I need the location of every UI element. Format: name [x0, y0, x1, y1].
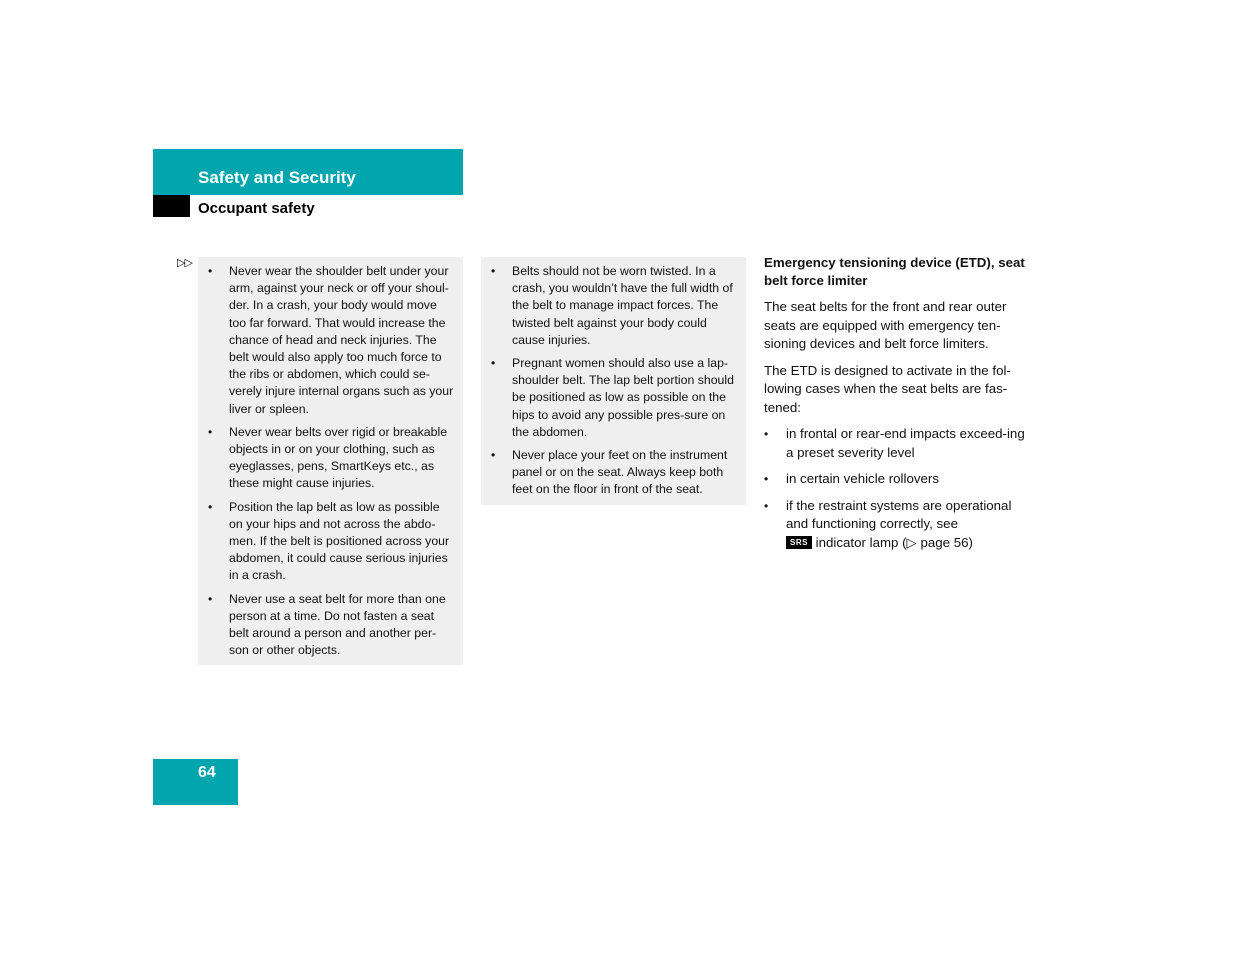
page-number: 64: [198, 764, 216, 781]
page-number-box: [153, 759, 238, 805]
warning-panel-left: [198, 257, 463, 665]
etd-activation-paragraph: The ETD is designed to activate in the fol-lowing cases when the seat belts are fas-tened:: [764, 362, 1011, 415]
srs-indicator-icon: SRS: [786, 536, 812, 549]
bullet-icon: •: [208, 264, 213, 278]
bullet-icon: •: [491, 264, 496, 278]
bullet-icon: •: [491, 356, 496, 371]
list-item: • in certain vehicle rollovers: [764, 470, 1032, 489]
bullet-icon: •: [764, 498, 769, 513]
page-reference-link[interactable]: indicator lamp (▷ page 56): [815, 534, 973, 550]
list-item: • Belts should not be worn twisted. In a crash, you wouldn’t have the full width of the belt to manage impact forces. The twisted belt against your body could cause injuries.: [491, 264, 733, 347]
bullet-icon: •: [491, 448, 496, 463]
subsection-title: Occupant safety: [198, 200, 315, 217]
list-item: • Pregnant women should also use a lap-shoulder belt. The lap belt portion should be positioned as low as possible on the hips to avoid any possible pres-sure on the abdomen.: [491, 356, 734, 439]
list-item: • if the restraint systems are operational and functioning correctly, see SRS indicator lamp (▷ page 56): [764, 497, 1012, 550]
bullet-icon: •: [208, 591, 213, 606]
etd-heading: Emergency tensioning device (ETD), seat belt force limiter: [764, 255, 1025, 288]
bullet-icon: •: [208, 424, 213, 439]
list-item: • Never use a seat belt for more than one person at a time. Do not fasten a seat belt around a person and another per-son or other objects.: [208, 591, 446, 658]
subsection-marker: [153, 195, 190, 217]
continued-marker-icon: ▷▷: [177, 257, 192, 269]
list-item: • Never wear the shoulder belt under your arm, against your neck or off your shoul-der. In a crash, your body would move too far forward. That would increase the chance of head and neck injuries. The belt would also apply too much force to the ribs or abdomen, which could se-verely injure internal organs such as your liver or spleen.: [208, 264, 454, 416]
list-item: • Position the lap belt as low as possible on your hips and not across the abdo-men. If the belt is positioned across your abdomen, it could cause serious injuries in a crash.: [208, 499, 450, 583]
bullet-icon: •: [208, 499, 213, 514]
list-item: • Never wear belts over rigid or breakable objects in or on your clothing, such as eyeglasses, pens, SmartKeys etc., as these might cause injuries.: [208, 424, 448, 491]
bullet-icon: •: [764, 472, 769, 486]
etd-section: [764, 254, 1032, 560]
warning-panel-middle: [481, 257, 746, 505]
list-item: • Never place your feet on the instrument panel or on the seat. Always keep both feet on the floor in front of the seat.: [491, 448, 728, 497]
list-item: • in frontal or rear-end impacts exceed-ing a preset severity level: [764, 426, 1025, 460]
etd-intro-paragraph: The seat belts for the front and rear outer seats are equipped with emergency ten-sioning devices and belt force limiters.: [764, 299, 1007, 351]
section-title: Safety and Security: [198, 168, 356, 187]
bullet-icon: •: [764, 427, 769, 441]
